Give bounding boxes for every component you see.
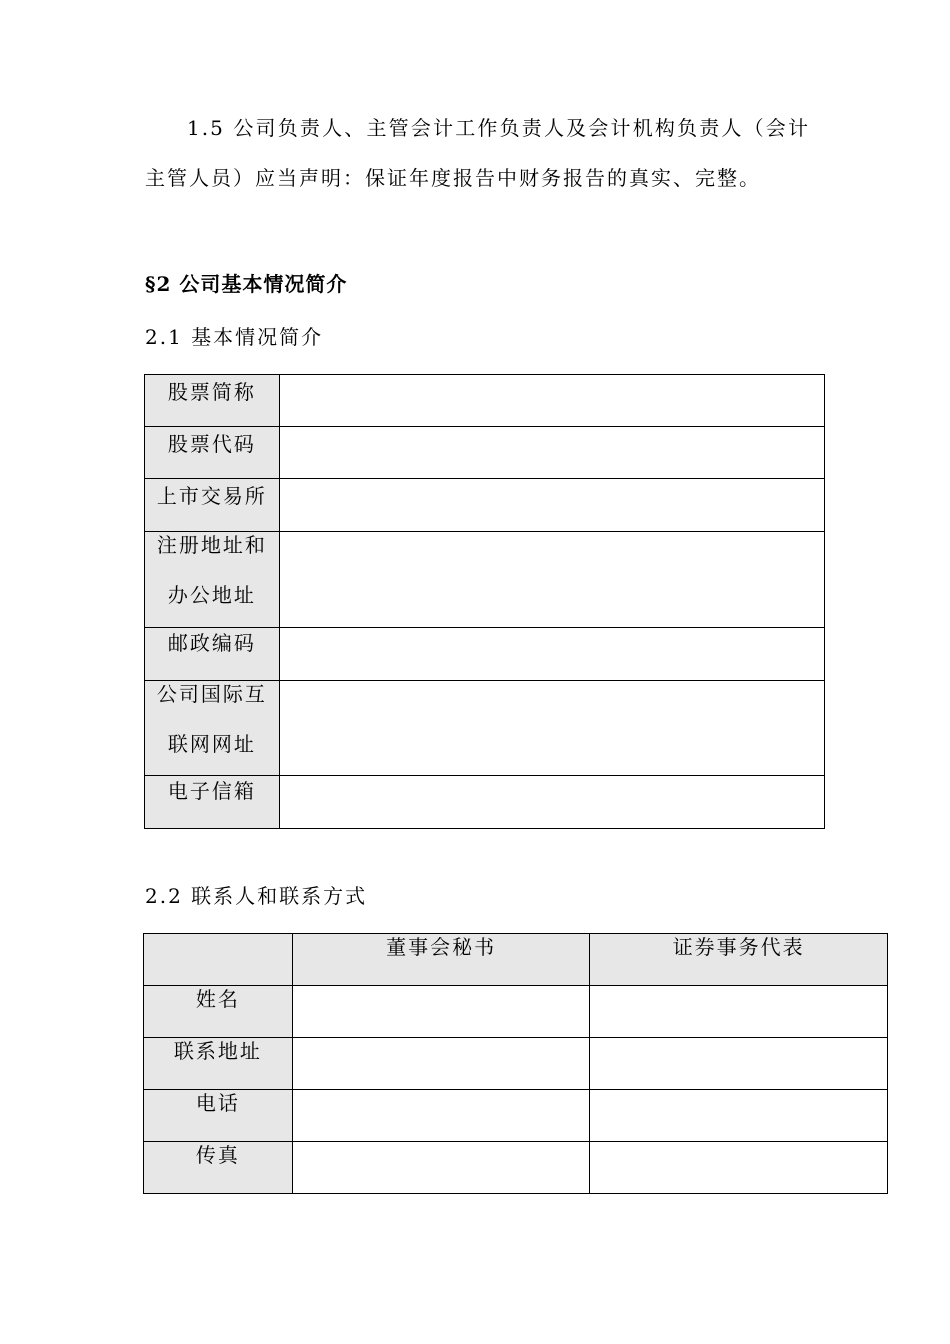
- secretary-name: [292, 986, 590, 1038]
- declaration-paragraph: 1.5 公司负责人、主管会计工作负责人及会计机构负责人（会计主管人员）应当声明：保证年度报告中财务报告的真实、完整。: [145, 116, 810, 190]
- value-website: [279, 681, 824, 776]
- header-securities-representative: 证券事务代表: [590, 934, 888, 986]
- representative-fax: [590, 1142, 888, 1194]
- value-stock-short-name: [279, 375, 824, 427]
- table-row: [144, 986, 888, 1038]
- representative-phone: [590, 1090, 888, 1142]
- label-address-line2: 办公地址: [167, 583, 256, 607]
- label-address: [145, 532, 280, 628]
- table-row: [144, 1038, 888, 1090]
- subsection-2-2-title: 2.2 联系人和联系方式: [145, 884, 368, 908]
- contact-table: [143, 933, 888, 1194]
- label-website-line1: 公司国际互: [156, 682, 267, 706]
- label-contact-address: 联系地址: [144, 1038, 293, 1090]
- label-address-line1: 注册地址和: [156, 533, 267, 557]
- table-row: [145, 479, 825, 532]
- label-phone: 电话: [144, 1090, 293, 1142]
- label-fax: 传真: [144, 1142, 293, 1194]
- label-website: [145, 681, 280, 776]
- subsection-2-1-title: 2.1 基本情况简介: [145, 325, 324, 349]
- section-2-title: §2 公司基本情况简介: [145, 272, 348, 296]
- representative-name: [590, 986, 888, 1038]
- secretary-fax: [292, 1142, 590, 1194]
- header-board-secretary: 董事会秘书: [292, 934, 590, 986]
- table-row: [144, 1090, 888, 1142]
- label-postal-code: 邮政编码: [145, 628, 280, 681]
- value-email: [279, 776, 824, 829]
- table-row: [145, 776, 825, 829]
- value-postal-code: [279, 628, 824, 681]
- table-row: [145, 532, 825, 628]
- value-stock-code: [279, 427, 824, 479]
- table-row: [145, 681, 825, 776]
- secretary-phone: [292, 1090, 590, 1142]
- table-row: [144, 1142, 888, 1194]
- table-row: [145, 427, 825, 479]
- representative-address: [590, 1038, 888, 1090]
- label-name: 姓名: [144, 986, 293, 1038]
- basic-info-table: [144, 374, 825, 829]
- label-email: 电子信箱: [145, 776, 280, 829]
- header-blank: [144, 934, 293, 986]
- value-exchange: [279, 479, 824, 532]
- table-row: [144, 934, 888, 986]
- table-row: [145, 628, 825, 681]
- secretary-address: [292, 1038, 590, 1090]
- table-row: [145, 375, 825, 427]
- label-stock-code: 股票代码: [145, 427, 280, 479]
- label-stock-short-name: 股票简称: [145, 375, 280, 427]
- label-exchange: 上市交易所: [145, 479, 280, 532]
- value-address: [279, 532, 824, 628]
- label-website-line2: 联网网址: [167, 732, 256, 756]
